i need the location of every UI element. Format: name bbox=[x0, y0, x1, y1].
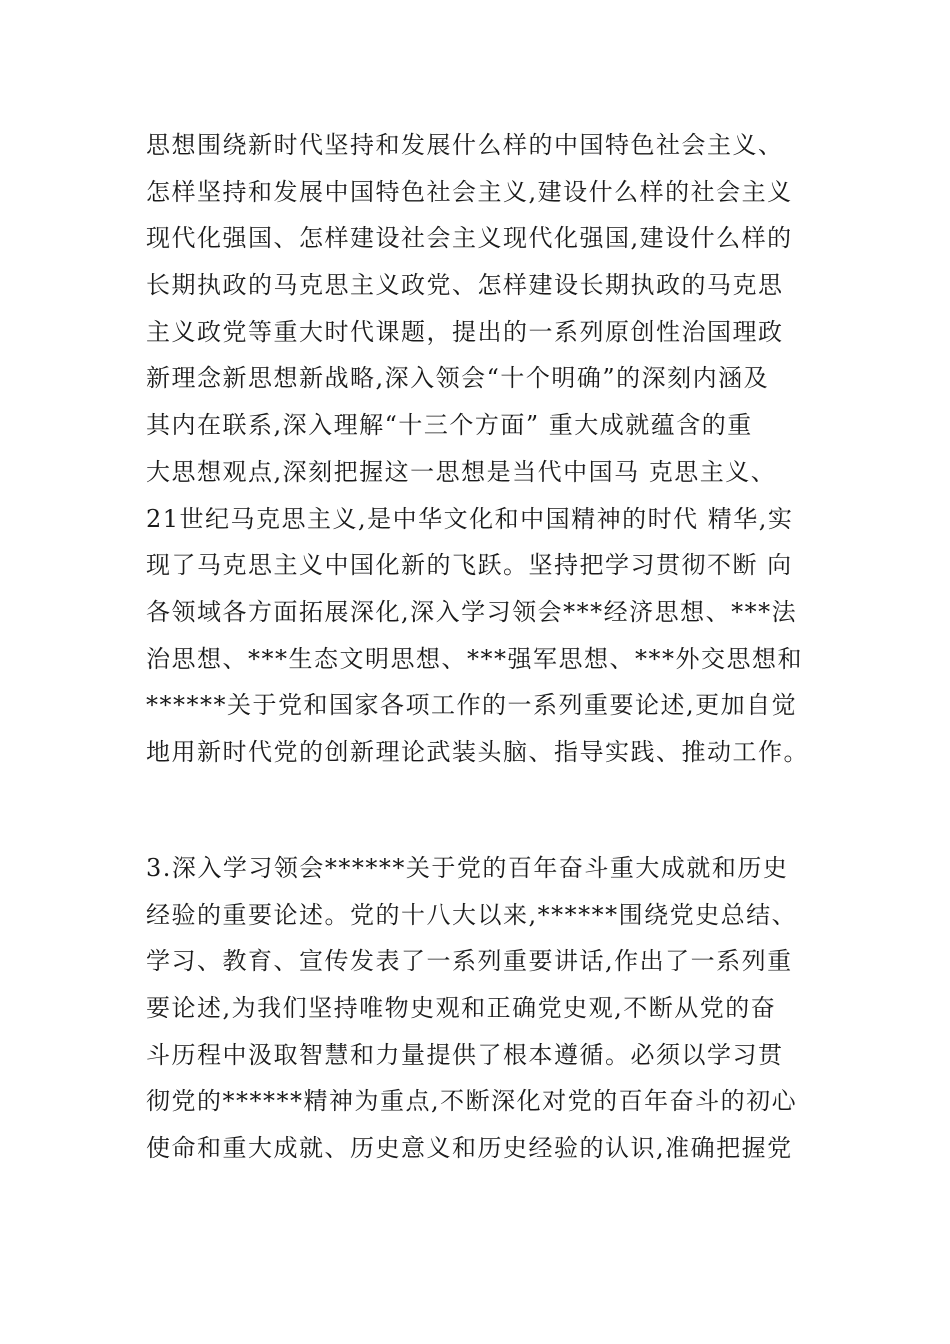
text-line: 现代化强国、怎样建设社会主义现代化强国,建设什么样的 bbox=[146, 224, 793, 253]
text-line: 现了马克思主义中国化新的飞跃。坚持把学习贯彻不断 向 bbox=[146, 551, 793, 580]
text-line: ******关于党和国家各项工作的一系列重要论述,更加自觉 bbox=[146, 691, 798, 720]
text-line: 彻党的******精神为重点,不断深化对党的百年奋斗的初心 bbox=[146, 1087, 798, 1116]
text-line: 学习、教育、宣传发表了一系列重要讲话,作出了一系列重 bbox=[146, 947, 793, 976]
text-line: 要论述,为我们坚持唯物史观和正确党史观,不断从党的奋 bbox=[146, 994, 777, 1023]
text-line: 长期执政的马克思主义政党、怎样建设长期执政的马克思 bbox=[146, 271, 784, 300]
text-line: 使命和重大成就、历史意义和历史经验的认识,准确把握党 bbox=[146, 1134, 793, 1163]
text-line: 21世纪马克思主义,是中华文化和中国精神的时代 精华,实 bbox=[146, 504, 794, 533]
text-line: 思想围绕新时代坚持和发展什么样的中国特色社会主义、 bbox=[146, 131, 784, 159]
paragraph-2 bbox=[146, 845, 806, 1172]
text-line: 治思想、***生态文明思想、***强军思想、***外交思想和 bbox=[146, 644, 803, 673]
text-line: 大思想观点,深刻把握这一思想是当代中国马 克思主义、 bbox=[146, 457, 777, 486]
text-line: 各领域各方面拓展深化,深入学习领会***经济思想、***法 bbox=[146, 597, 798, 626]
text-line: 斗历程中汲取智慧和力量提供了根本遵循。必须以学习贯 bbox=[146, 1040, 784, 1069]
text-line: 新理念新思想新战略,深入领会“十个明确”的深刻内涵及 bbox=[146, 364, 770, 393]
paragraph-1 bbox=[146, 122, 809, 776]
text-line: 其内在联系,深入理解“十三个方面” 重大成就蕴含的重 bbox=[146, 411, 753, 440]
text-line: 怎样坚持和发展中国特色社会主义,建设什么样的社会主义 bbox=[146, 177, 793, 206]
text-line: 3.深入学习领会******关于党的百年奋斗重大成就和历史 bbox=[146, 854, 789, 882]
text-line: 地用新时代党的创新理论武装头脑、指导实践、推动工作。 bbox=[146, 737, 809, 766]
text-line: 主义政党等重大时代课题，提出的一系列原创性治国理政 bbox=[146, 317, 784, 346]
text-line: 经验的重要论述。党的十八大以来,******围绕党史总结、 bbox=[146, 900, 798, 929]
